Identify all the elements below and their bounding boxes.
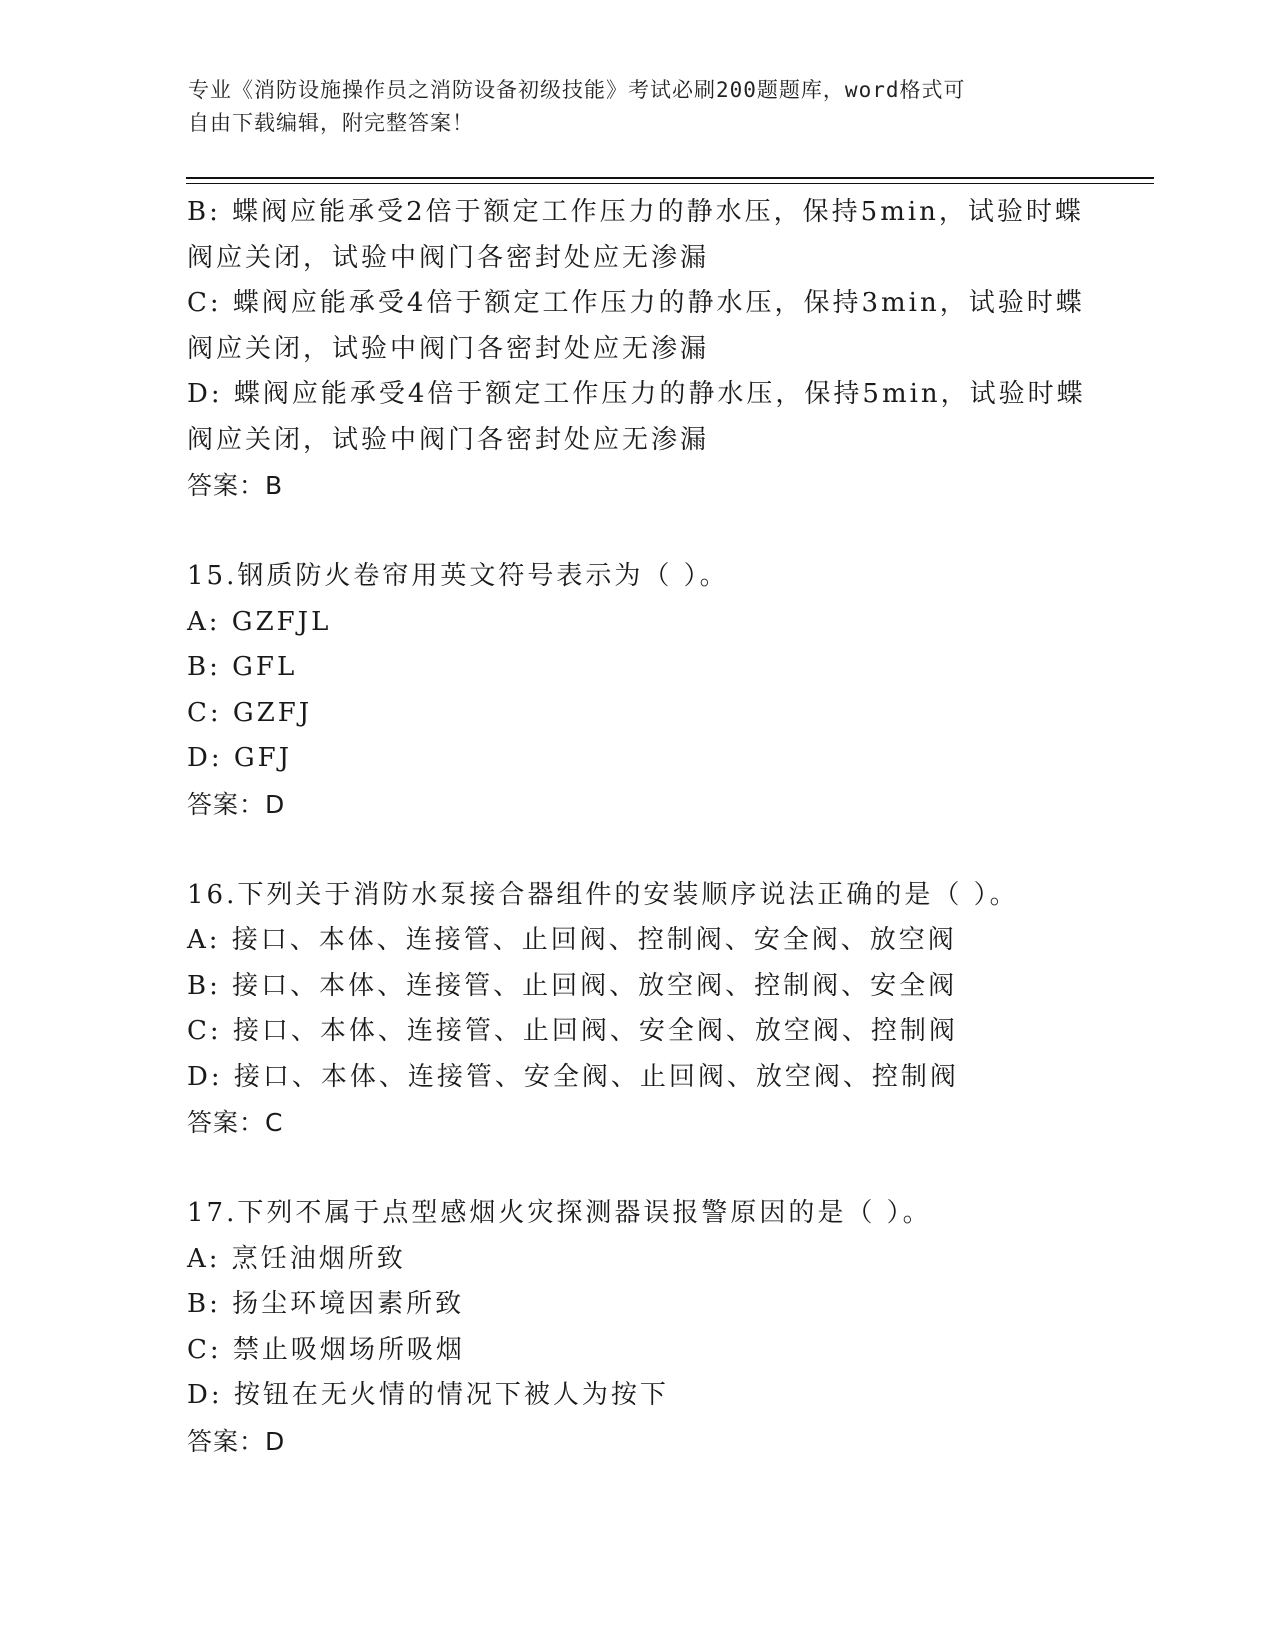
header-divider-thick [186,177,1154,179]
header-divider-thin [186,183,1154,184]
spacer [187,509,1087,555]
q14-answer: 答案：B [187,471,284,500]
q16-answer: 答案：C [187,1108,284,1137]
question-content [187,190,1087,1464]
q15-option-a: A: GZFJL [187,606,332,637]
q15-option-c: C: GZFJ [187,697,313,728]
q14-option-c-line-2: 阀应关闭，试验中阀门各密封处应无渗漏 [187,333,710,364]
q17-question: 17.下列不属于点型感烟火灾探测器误报警原因的是（ ）。 [187,1198,932,1228]
q16-option-a: A: 接口、本体、连接管、止回阀、控制阀、安全阀、放空阀 [187,925,957,955]
header-line-2: 自由下载编辑，附完整答案！ [188,111,474,135]
q14-option-d-line-2: 阀应关闭，试验中阀门各密封处应无渗漏 [187,424,710,455]
q14-option-b-line-2: 阀应关闭，试验中阀门各密封处应无渗漏 [187,242,710,273]
document-header [188,74,1088,140]
q15-option-d: D: GFJ [187,743,293,773]
q17-option-c: C: 禁止吸烟场所吸烟 [187,1334,465,1365]
header-line-1: 专业《消防设施操作员之消防设备初级技能》考试必刷200题题库，word格式可 [188,78,966,102]
q16-option-c: C: 接口、本体、连接管、止回阀、安全阀、放空阀、控制阀 [187,1016,958,1046]
q14-option-c-line-1: C: 蝶阀应能承受4倍于额定工作压力的静水压，保持3min，试验时蝶 [187,288,1085,318]
spacer [187,1146,1087,1192]
q17-option-b: B: 扬尘环境因素所致 [187,1289,465,1319]
q17-answer: 答案：D [187,1426,286,1456]
q14-option-d-line-1: D: 蝶阀应能承受4倍于额定工作压力的静水压，保持5min，试验时蝶 [187,379,1086,409]
question-15-block [187,554,1087,827]
question-16-block [187,873,1087,1146]
q15-option-b: B: GFL [187,652,298,682]
q16-option-b: B: 接口、本体、连接管、止回阀、放空阀、控制阀、安全阀 [187,970,958,1001]
q15-answer: 答案：D [187,789,286,819]
q16-option-d: D: 接口、本体、连接管、安全阀、止回阀、放空阀、控制阀 [187,1061,959,1092]
q17-option-d: D: 按钮在无火情的情况下被人为按下 [187,1380,669,1410]
question-14-block [187,190,1087,509]
q15-question: 15.钢质防火卷帘用英文符号表示为（ ）。 [187,561,729,591]
spacer [187,827,1087,873]
question-17-block [187,1191,1087,1464]
q14-option-b-line-1: B: 蝶阀应能承受2倍于额定工作压力的静水压，保持5min，试验时蝶 [187,197,1084,227]
q16-question: 16.下列关于消防水泵接合器组件的安装顺序说法正确的是（ ）。 [187,879,1019,910]
q17-option-a: A: 烹饪油烟所致 [187,1243,406,1274]
